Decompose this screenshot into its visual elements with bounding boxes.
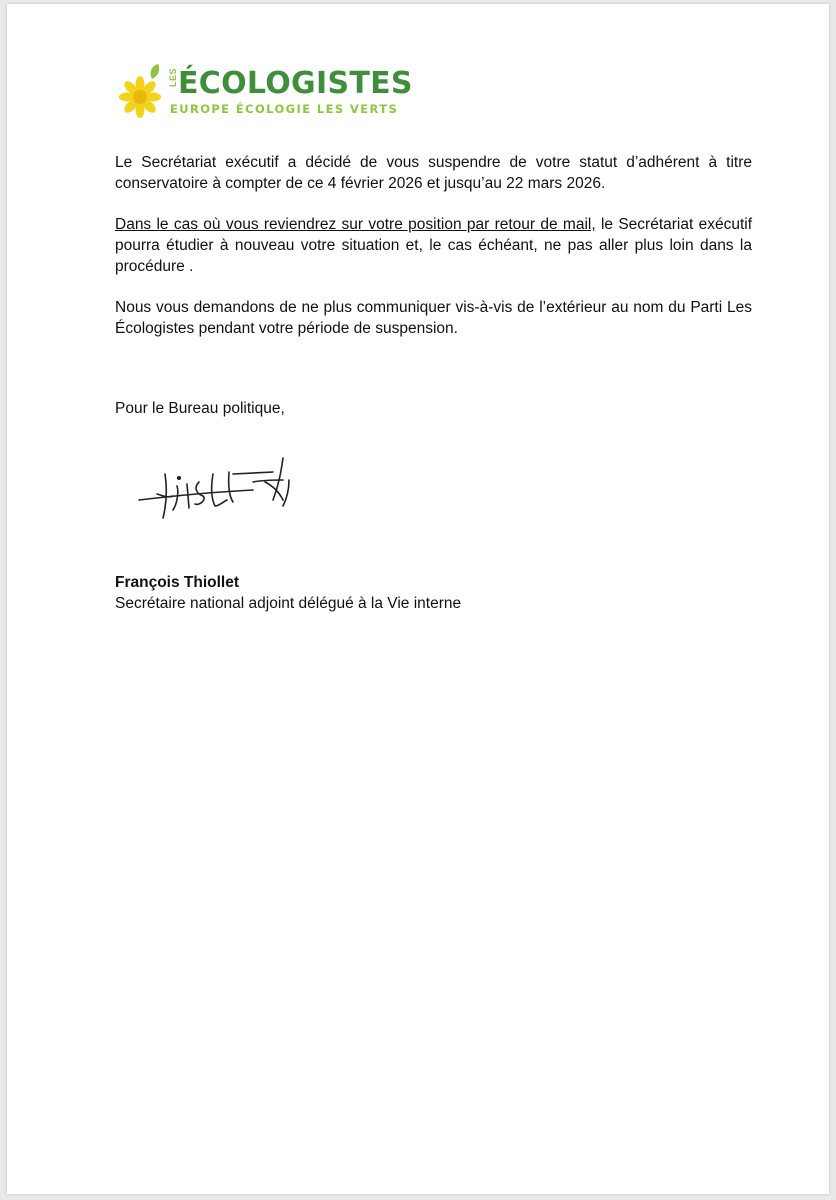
letter-page — [7, 4, 829, 1194]
paragraph-reconsideration-rest: le Secrétariat exécutif pourra étudier à nouveau votre situation et, le cas échéant, ne pas aller plus loin dans la procédure . — [115, 216, 753, 275]
party-logo — [118, 60, 413, 122]
logo-name: ÉCOLOGISTES — [178, 66, 413, 101]
signer-title: Secrétaire national adjoint délégué à la Vie interne — [115, 595, 462, 612]
sunflower-icon — [118, 60, 166, 122]
closing-line: Pour le Bureau politique, — [115, 400, 285, 417]
underlined-condition: Dans le cas où vous reviendrez sur votre position par retour de mail, — [115, 216, 596, 233]
paragraph-suspension: Le Secrétariat exécutif a décidé de vous suspendre de votre statut d’adhérent à titre conservatoire à compter de ce 4 février 2026 et jusqu’au 22 mars 2026. — [115, 154, 752, 192]
logo-tagline: EUROPE ÉCOLOGIE LES VERTS — [170, 102, 399, 116]
signer-name: François Thiollet — [115, 574, 240, 591]
handwritten-signature — [133, 452, 313, 532]
paragraph-communication: Nous vous demandons de ne plus communiquer vis-à-vis de l’extérieur au nom du Parti Les Écologistes pendant votre période de suspension. — [115, 299, 752, 337]
paragraph-reconsideration — [115, 214, 752, 277]
logo-prefix: LES — [168, 68, 178, 88]
